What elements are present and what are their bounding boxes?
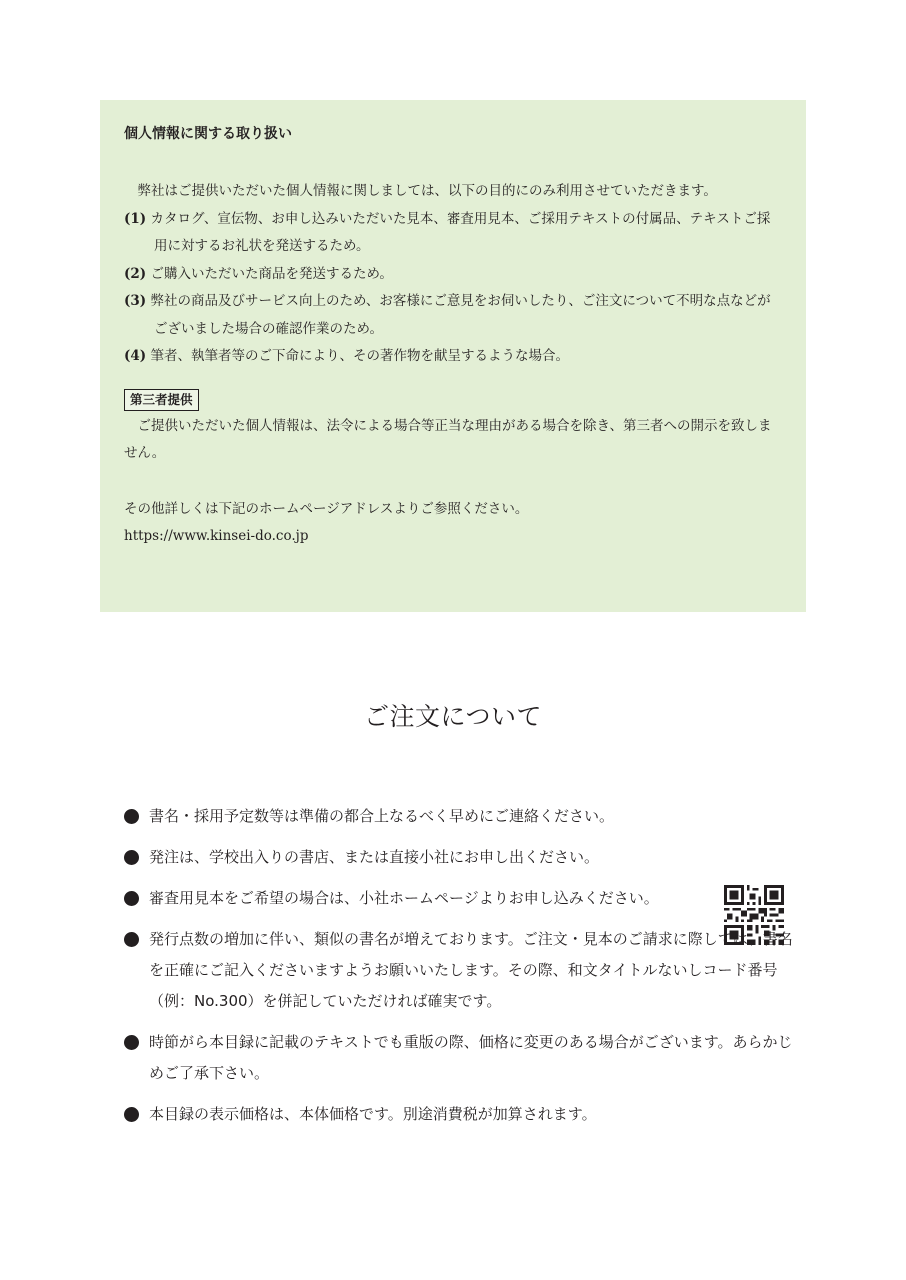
purpose-list	[124, 206, 782, 371]
third-party-label: 第三者提供	[124, 389, 199, 411]
purpose-number: (4)	[124, 348, 147, 364]
purpose-text: 筆者、執筆者等のご下命により、その著作物を献呈するような場合。	[150, 348, 569, 364]
order-note	[124, 883, 794, 914]
homepage-url[interactable]: https://www.kinsei-do.co.jp	[124, 528, 309, 544]
purpose-text: 弊社の商品及びサービス向上のため、お客様にご意見をお伺いしたり、ご注文について不明な点などがございました場合の確認作業のため。	[150, 293, 771, 337]
order-note-text: 発行点数の増加に伴い、類似の書名が増えております。ご注文・見本のご請求に際しては、書名を正確にご記入くださいますようお願いいたします。その際、和文タイトルないしコード番号（例：No.300）を併記していただければ確実です。	[149, 930, 793, 1010]
order-note	[124, 842, 794, 873]
order-note-text: 時節がら本目録に記載のテキストでも重版の際、価格に変更のある場合がございます。あらかじめご了承下さい。	[149, 1033, 793, 1082]
privacy-title: 個人情報に関する取り扱い	[124, 126, 292, 142]
bullet-icon	[124, 932, 139, 947]
purpose-text: ご購入いただいた商品を発送するため。	[150, 265, 393, 282]
order-notes-list	[124, 801, 794, 1140]
bullet-icon	[124, 1107, 139, 1122]
purpose-text: カタログ、宣伝物、お申し込みいただいた見本、審査用見本、ご採用テキストの付属品、テキストご採用に対するお礼状を発送するため。	[150, 210, 771, 254]
order-note	[124, 924, 794, 1017]
order-note-text: 書名・採用予定数等は準備の都合上なるべく早めにご連絡ください。	[149, 807, 615, 825]
privacy-section	[100, 100, 806, 612]
purpose-item	[124, 288, 782, 343]
purpose-item	[124, 343, 782, 371]
bullet-icon	[124, 850, 139, 865]
purpose-item	[124, 261, 782, 289]
purpose-number: (3)	[124, 293, 147, 309]
purpose-item	[124, 206, 782, 261]
third-party-text: ご提供いただいた個人情報は、法令による場合等正当な理由がある場合を除き、第三者への開示を致しません。	[124, 417, 772, 461]
order-note	[124, 1027, 794, 1089]
order-note	[124, 801, 794, 832]
purpose-number: (2)	[124, 265, 147, 282]
more-info-text: その他詳しくは下記のホームページアドレスよりご参照ください。	[124, 500, 529, 517]
purpose-number: (1)	[124, 210, 147, 227]
bullet-icon	[124, 891, 139, 906]
order-note	[124, 1099, 794, 1130]
bullet-icon	[124, 809, 139, 824]
order-title: ご注文について	[363, 702, 542, 731]
privacy-intro: 弊社はご提供いただいた個人情報に関しましては、以下の目的にのみ利用させていただきます。	[137, 183, 717, 199]
order-note-text: 本目録の表示価格は、本体価格です。別途消費税が加算されます。	[149, 1105, 597, 1123]
order-note-text: 発注は、学校出入りの書店、または直接小社にお申し出ください。	[149, 848, 600, 866]
order-note-text: 審査用見本をご希望の場合は、小社ホームページよりお申し込みください。	[149, 889, 659, 907]
bullet-icon	[124, 1035, 139, 1050]
